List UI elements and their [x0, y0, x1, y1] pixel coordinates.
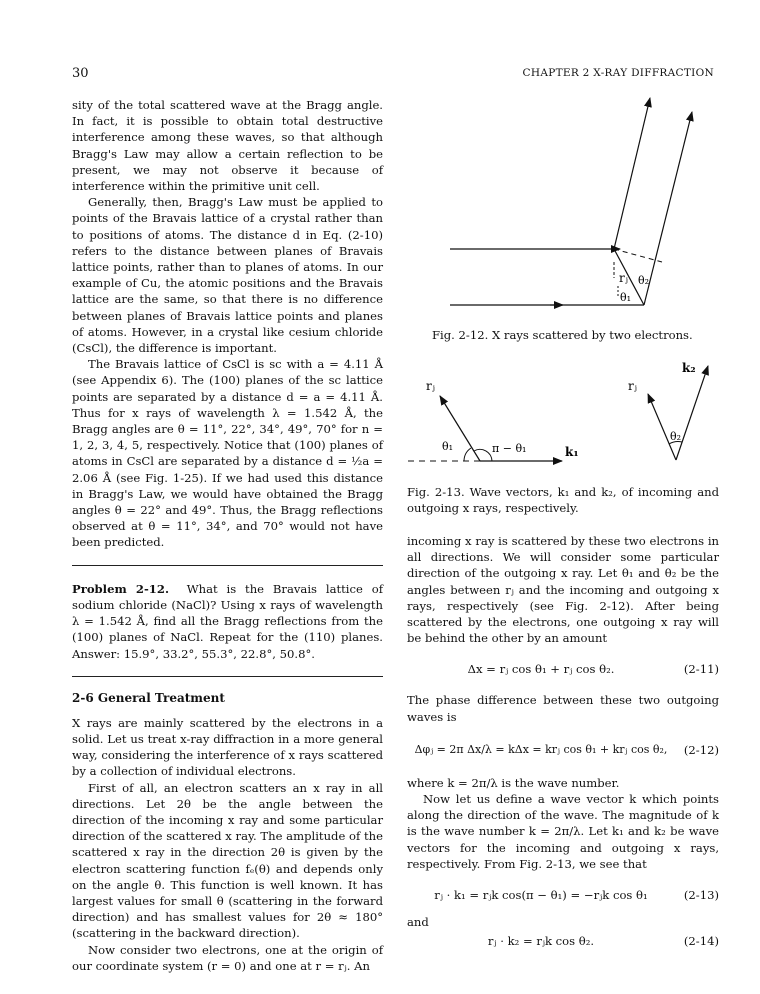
chapter-header: CHAPTER 2 X-RAY DIFFRACTION [522, 67, 714, 79]
section-title: 2-6 General Treatment [72, 690, 225, 705]
problem-block [72, 581, 383, 662]
fig213-caption: Fig. 2-13. Wave vectors, k₁ and k₂, of incoming and outgoing x rays, respectively. [407, 485, 719, 516]
paragraph: Now let us define a wave vector k which points along the direction of the wave. The magnitude of k is the wave number k = 2π/λ. Let k₁ and k₂ be wave vectors for the incoming and outgoing x rays, respectively. From Fig. 2-13, we see that [407, 792, 719, 871]
fig213-rj-left: rⱼ [426, 379, 435, 393]
equation-2-11 [407, 658, 719, 680]
equation-2-12 [407, 739, 719, 761]
paragraph: The phase difference between these two outgoing waves is [407, 693, 719, 724]
fig212-theta1-label: θ₁ [620, 291, 632, 304]
equation-2-13 [407, 884, 719, 906]
fig212-theta2-label: θ₂ [638, 274, 650, 287]
paragraph: incoming x ray is scattered by these two electrons in all directions. We will consider some particular direction of the outgoing x ray. Let θ₁ and θ₂ be the angles between rⱼ and the incoming and outgoing x rays, respectively (see Fig. 2-12). After being scattered by the electrons, one outgoing x ray will be behind the other by an amount [407, 534, 719, 646]
left-column [72, 97, 383, 974]
paragraph: Now consider two electrons, one at the origin of our coordinate system (r = 0) and one at r = rⱼ. An [72, 942, 383, 973]
paragraph: The Bravais lattice of CsCl is sc with a = 4.11 Å (see Appendix 6). The (100) planes of the sc lattice points are separated by a distance d = a = 4.11 Å. Thus for x rays of wavelength λ = 1.542 Å, the Bragg angles are θ = 11°, 22°, 34°, 49°, 70° for n = 1, 2, 3, 4, 5, respectively. Notice that (100) planes of atoms in CsCl are separated by a distance d = ½a = 2.06 Å (see Fig. 1-25). If we had used this distance in Bragg's Law, we would have obtained the Bragg angles θ = 22° and 49°. Thus, the Bragg reflections observed at θ = 11°, 34°, and 70° would not have been predicted. [72, 357, 383, 550]
fig213-theta2: θ₂ [670, 430, 682, 443]
paragraph: and [407, 915, 429, 930]
equation-number: (2-11) [683, 662, 719, 677]
figure-2-12 [400, 92, 730, 320]
fig213-rj-right: rⱼ [628, 379, 637, 393]
equation-body: Δφⱼ = 2π Δx/λ = kΔx = krⱼ cos θ₁ + krⱼ cos θ₂, [414, 742, 668, 756]
problem-text: What is the Bravais lattice of sodium chloride (NaCl)? Using x rays of wavelength λ = 1.542 Å, find all the Bragg reflections from the (100) planes of NaCl. Repeat for the (110) planes. Answer: 15.9°, 33.2°, 55.3°, 22.8°, 50.8°. [72, 581, 383, 661]
equation-2-14 [407, 930, 719, 952]
fig213-theta1: θ₁ [442, 440, 454, 453]
equation-number: (2-14) [683, 934, 719, 949]
fig213-k2: k₂ [682, 361, 696, 375]
fig213-k1: k₁ [565, 445, 579, 459]
paragraph: sity of the total scattered wave at the Bragg angle. In fact, it is possible to obtain total destructive interference among these waves, so that although Bragg's Law may allow a certain reflection to be present, we may not observe it because of interference within the primitive unit cell. [72, 98, 383, 194]
paragraph: X rays are mainly scattered by the electrons in a solid. Let us treat x-ray diffraction in a more general way, considering the interference of x rays scattered by a collection of individual electrons. [72, 715, 383, 779]
fig213-pi-minus: π − θ₁ [492, 442, 527, 455]
paragraph: Generally, then, Bragg's Law must be applied to points of the Bravais lattice of a crystal rather than to positions of atoms. The distance d in Eq. (2-10) refers to the distance between planes of Bravais lattice points, rather than to planes of atoms. In our example of Cu, the atomic positions and the Bravais lattice are the same, so that there is no difference between planes of Bravais lattice points and planes of atoms. However, in a crystal like cesium chloride (CsCl), the difference is important. [72, 195, 383, 356]
outgoing-ray-right [644, 112, 692, 305]
paragraph: First of all, an electron scatters an x ray in all directions. Let 2θ be the angle between the direction of the incoming x ray and some particular direction of the scattered x ray. The amplitude of the scattered x ray in the direction 2θ is given by the electron scattering function fₑ(θ) and depends only on the angle θ. This function is well known. It has largest values for small θ (scattering in the forward direction) and has smallest values for 2θ ≈ 180° (scattering in the backward direction). [72, 780, 383, 941]
paragraph: where k = 2π/λ is the wave number. [407, 775, 620, 790]
equation-body: rⱼ · k₂ = rⱼk cos θ₂. [487, 934, 595, 949]
problem-label: Problem 2-12. [72, 581, 169, 596]
k2-vector [676, 366, 708, 460]
right-column [407, 533, 719, 952]
equation-body: rⱼ · k₁ = rⱼk cos(π − θ₁) = −rⱼk cos θ₁ [434, 888, 648, 903]
equation-number: (2-13) [683, 888, 719, 903]
page-number: 30 [72, 66, 89, 81]
rj-vector-right [648, 394, 676, 460]
equation-body: Δx = rⱼ cos θ₁ + rⱼ cos θ₂. [467, 662, 615, 677]
equation-number: (2-12) [683, 742, 719, 757]
outgoing-ray-left [614, 98, 650, 249]
fig212-caption: Fig. 2-12. X rays scattered by two electrons. [432, 328, 693, 342]
figure-2-13 [400, 356, 730, 474]
fig212-rj-label: rⱼ [619, 271, 628, 285]
